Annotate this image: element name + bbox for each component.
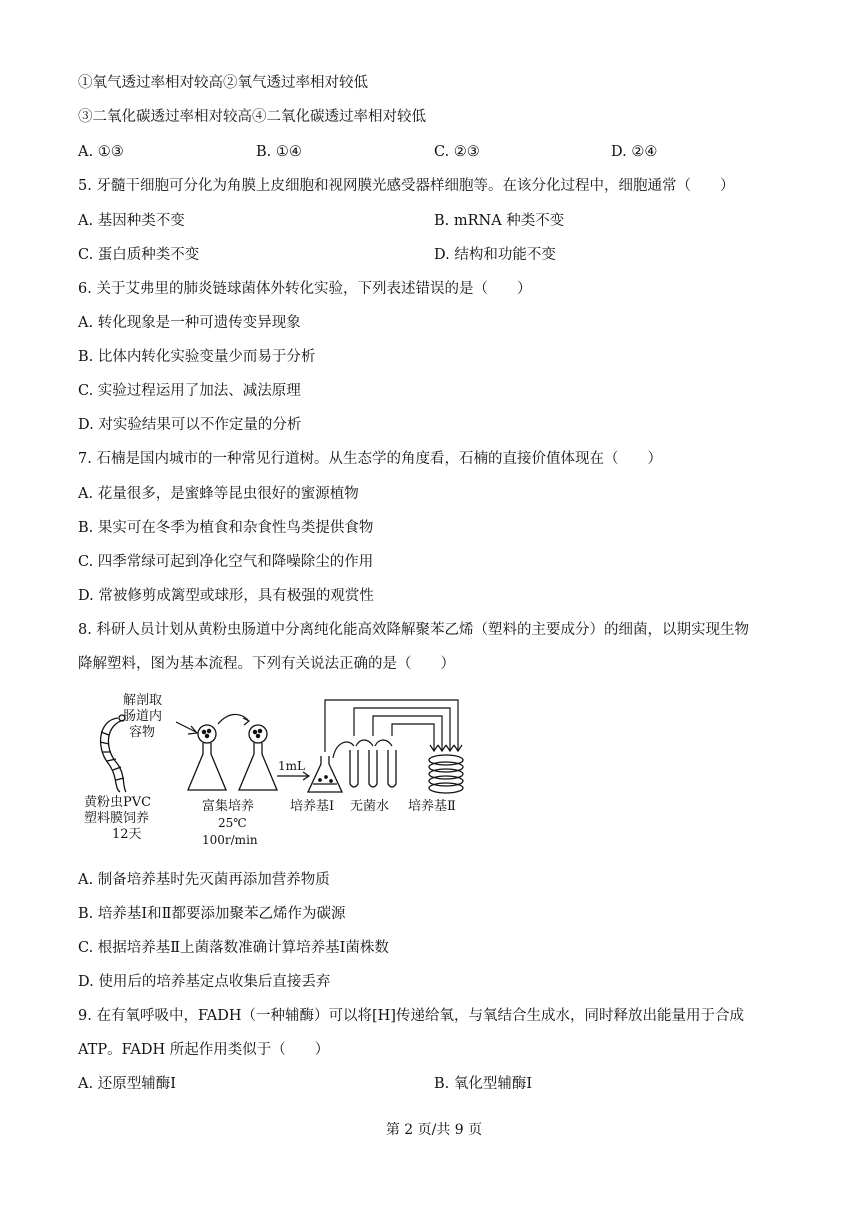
page-footer: 第 2 页/共 9 页 <box>385 1122 483 1138</box>
q8-stem-line2: 降解塑料，图为基本流程。下列有关说法正确的是（ ） <box>78 656 455 672</box>
arrow-to-enrichment <box>176 722 197 734</box>
sterile-water-tubes <box>350 750 396 787</box>
q7-option-c: C. 四季常绿可起到净化空气和降噪除尘的作用 <box>78 554 374 570</box>
q6-option-a: A. 转化现象是一种可遗传变异现象 <box>78 315 301 331</box>
q7-option-d: D. 常被修剪成篱型或球形，具有极强的观赏性 <box>78 588 374 604</box>
q8-option-b: B. 培养基Ⅰ和Ⅱ都要添加聚苯乙烯作为碳源 <box>78 906 346 922</box>
q8-option-c: C. 根据培养基Ⅱ上菌落数准确计算培养基Ⅰ菌株数 <box>78 940 389 956</box>
label-enrich-1: 富集培养 <box>202 799 255 814</box>
q5-stem: 5. 牙髓干细胞可分化为角膜上皮细胞和视网膜光感受器样细胞等。在该分化过程中，细胞通常（ ） <box>78 178 735 194</box>
label-medium-2: 培养基Ⅱ <box>408 799 456 814</box>
q5-option-b: B. mRNA 种类不变 <box>434 213 565 229</box>
q4-option-a: A. ①③ <box>78 144 124 160</box>
q6-option-b: B. 比体内转化实验变量少而易于分析 <box>78 349 316 365</box>
q9-option-a: A. 还原型辅酶Ⅰ <box>78 1076 176 1092</box>
q5-option-c: C. 蛋白质种类不变 <box>78 247 200 263</box>
arrow-flask1-to-flask2 <box>218 714 248 724</box>
enrichment-flask-2 <box>239 725 277 790</box>
label-worm-1: 黄粉虫PVC <box>84 795 152 810</box>
q6-option-d: D. 对实验结果可以不作定量的分析 <box>78 417 302 433</box>
label-sterile-water: 无菌水 <box>350 799 390 814</box>
dilution-arrows <box>325 700 462 758</box>
q8-option-a: A. 制备培养基时先灭菌再添加营养物质 <box>78 872 330 888</box>
q5-option-a: A. 基因种类不变 <box>78 213 185 229</box>
medium-1-flask <box>308 756 342 792</box>
q9-stem-line2: ATP。FADH 所起作用类似于（ ） <box>78 1042 330 1058</box>
q8-stem-line1: 8. 科研人员计划从黄粉虫肠道中分离纯化能高效降解聚苯乙烯（塑料的主要成分）的细菌，以期实现生物 <box>78 622 749 638</box>
medium-2-plates <box>429 755 463 793</box>
q9-stem-line1: 9. 在有氧呼吸中，FADH（一种辅酶）可以将[H]传递给氧，与氧结合生成水，同时释放出能量用于合成 <box>78 1008 744 1024</box>
q5-option-d: D. 结构和功能不变 <box>434 247 556 263</box>
q7-option-b: B. 果实可在冬季为植食和杂食性鸟类提供食物 <box>78 520 374 536</box>
q6-stem: 6. 关于艾弗里的肺炎链球菌体外转化实验，下列表述错误的是（ ） <box>78 281 532 297</box>
enrichment-flask-1 <box>188 725 226 790</box>
q4-option-b: B. ①④ <box>256 144 302 160</box>
label-medium-1: 培养基Ⅰ <box>290 799 335 814</box>
label-enrich-3: 100r/min <box>202 833 258 847</box>
label-enrich-2: 25℃ <box>218 816 247 830</box>
q9-option-b: B. 氧化型辅酶Ⅰ <box>434 1076 533 1092</box>
q4-option-d: D. ②④ <box>611 144 658 160</box>
label-dissect-3: 容物 <box>129 725 156 740</box>
q7-option-a: A. 花量很多，是蜜蜂等昆虫很好的蜜源植物 <box>78 486 359 502</box>
q4-items-line1: ①氧气透过率相对较高②氧气透过率相对较低 <box>78 75 368 91</box>
q4-option-c: C. ②③ <box>434 144 480 160</box>
q6-option-c: C. 实验过程运用了加法、减法原理 <box>78 383 301 399</box>
label-worm-3: 12天 <box>112 827 142 842</box>
label-dissect-1: 解剖取 <box>123 693 163 708</box>
label-dissect-2: 肠道内 <box>123 709 163 724</box>
mealworm-icon <box>100 715 126 792</box>
label-worm-2: 塑料膜饲养 <box>84 811 150 826</box>
label-volume: 1mL <box>278 759 305 773</box>
q8-flow-diagram <box>78 688 498 856</box>
q4-items-line2: ③二氧化碳透过率相对较高④二氧化碳透过率相对较低 <box>78 109 426 125</box>
q8-option-d: D. 使用后的培养基定点收集后直接丢弃 <box>78 974 331 990</box>
q7-stem: 7. 石楠是国内城市的一种常见行道树。从生态学的角度看，石楠的直接价值体现在（ ） <box>78 451 662 467</box>
